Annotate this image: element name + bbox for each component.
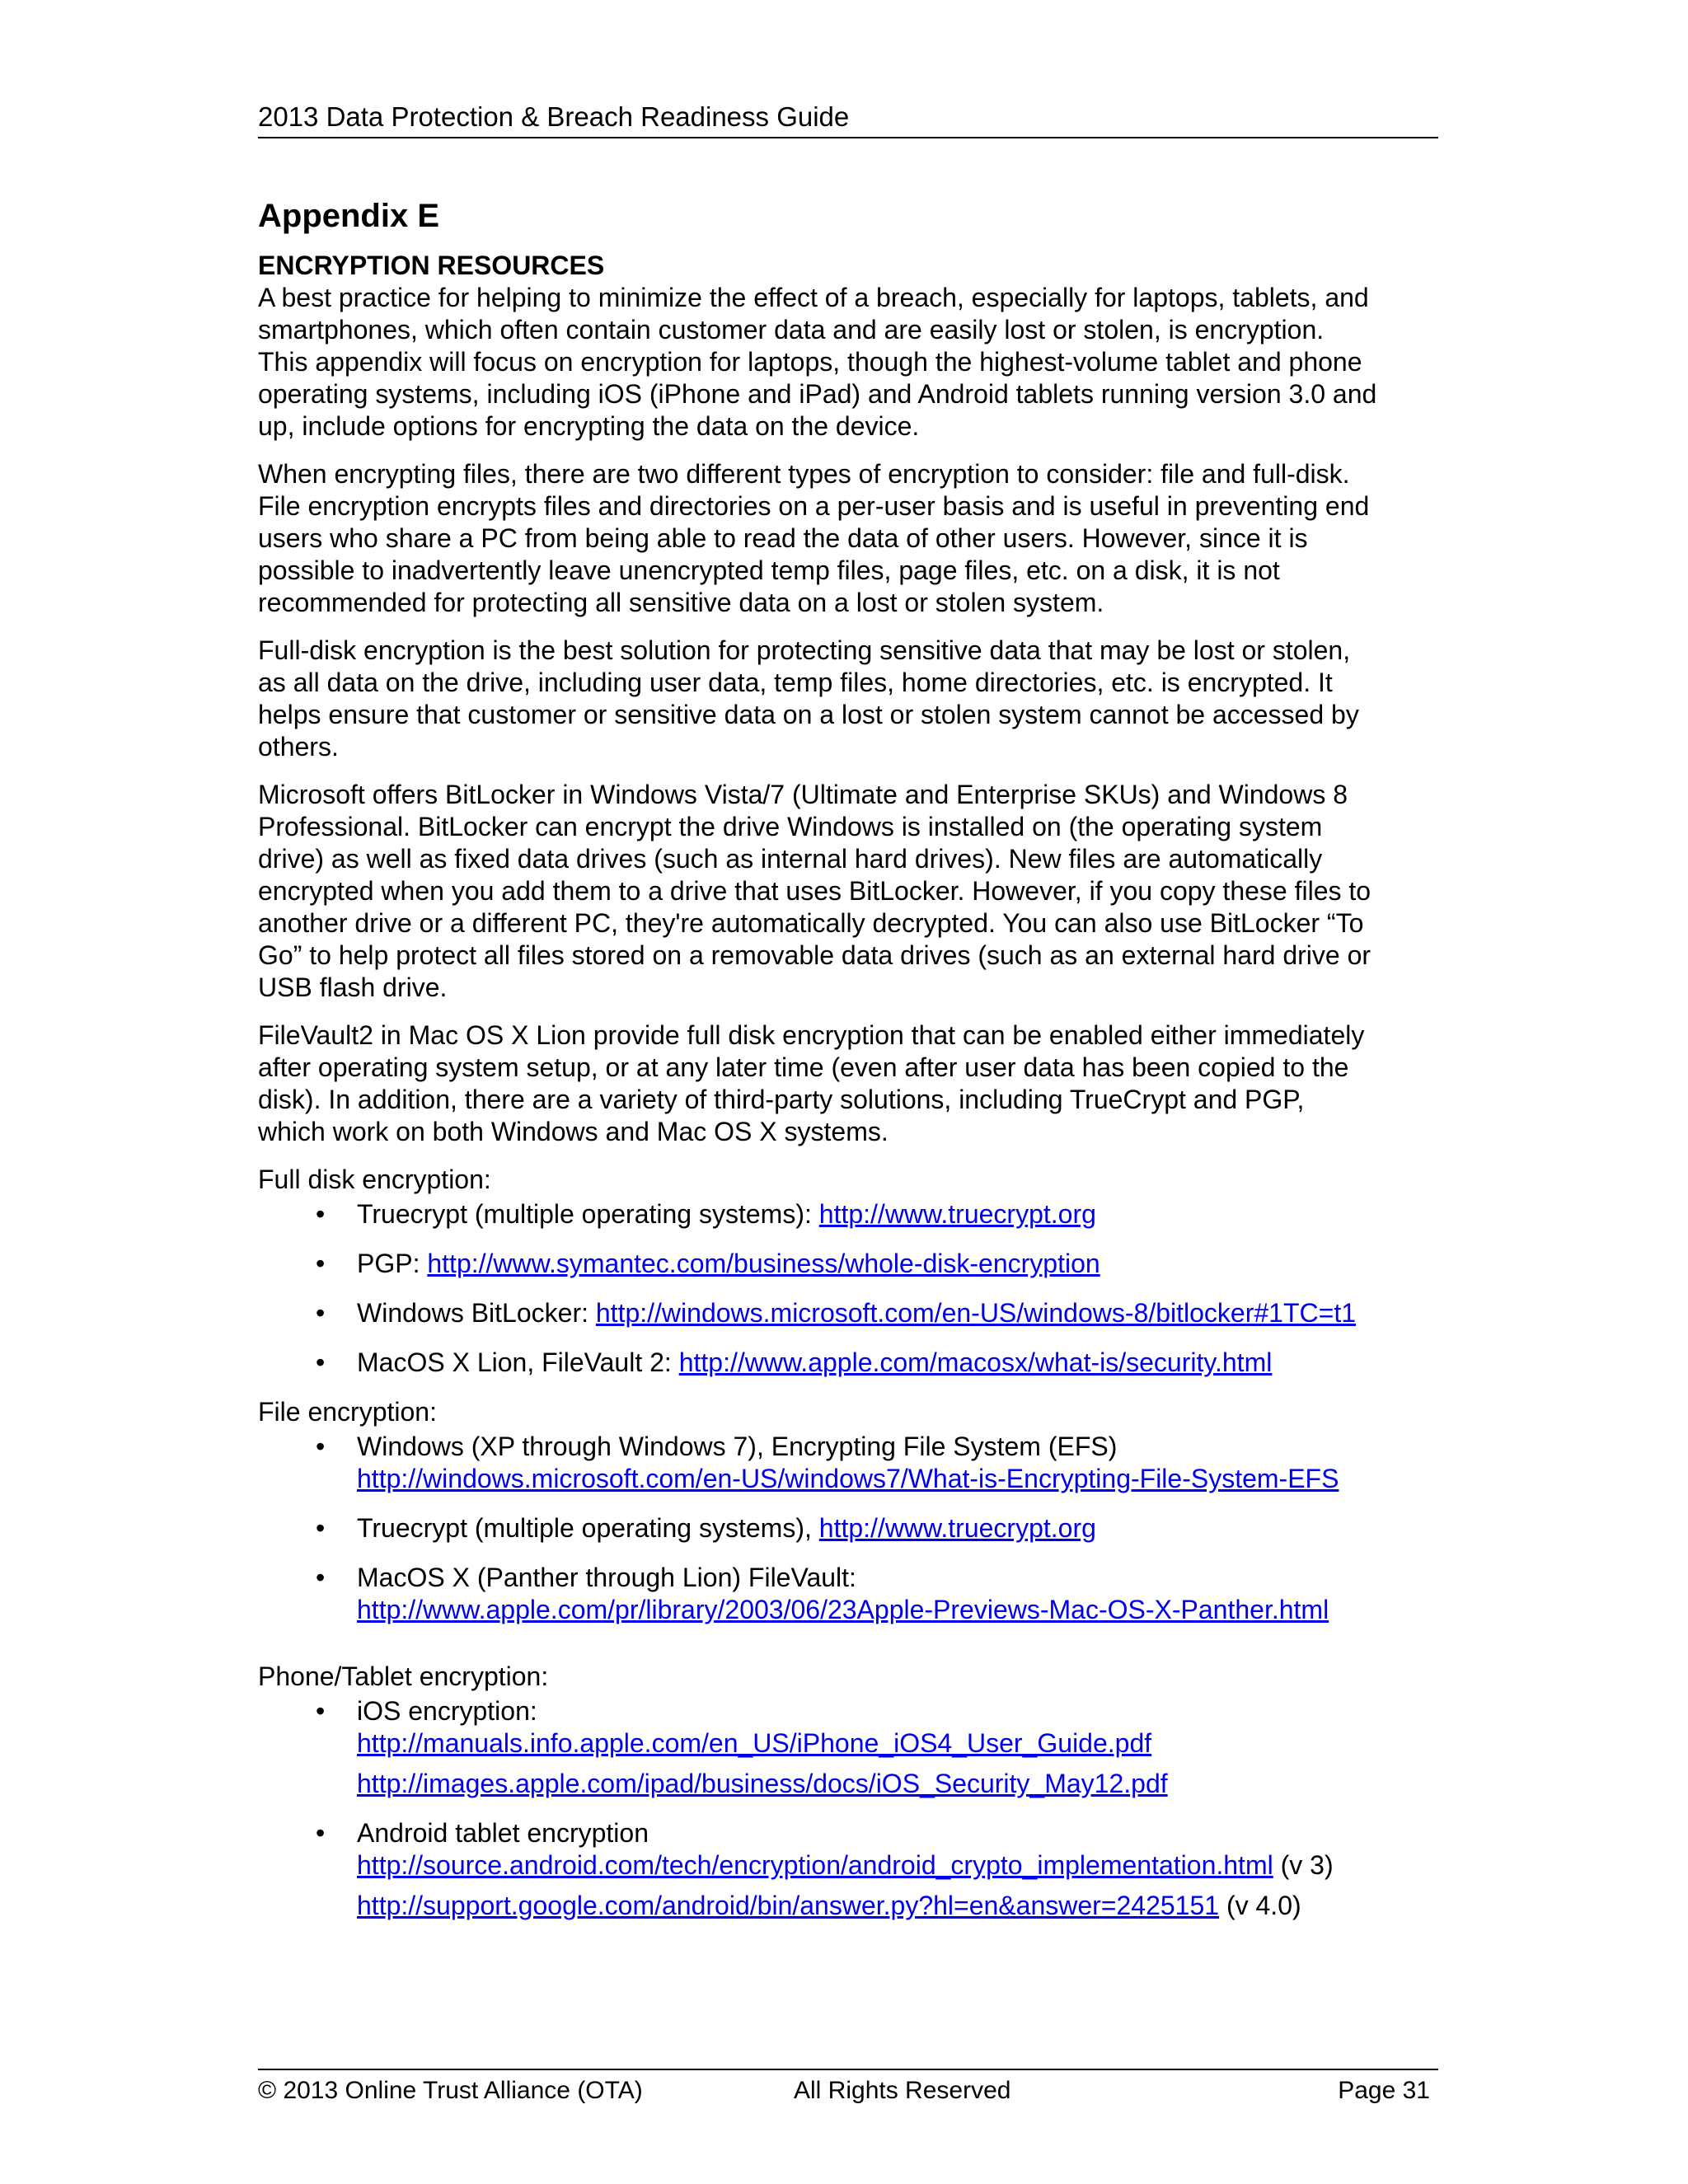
link-panther-filevault[interactable]: http://www.apple.com/pr/library/2003/06/23Apple-Previews-Mac-OS-X-Panther.html <box>357 1595 1329 1624</box>
footer-copyright: © 2013 Online Trust Alliance (OTA) <box>258 2077 643 2104</box>
file-encryption-label: File encryption: <box>258 1397 437 1427</box>
paragraph-intro: A best practice for helping to minimize the effect of a breach, especially for laptops, tablets, and smartphones, which often contain customer data and are easily lost or stolen, is encryption. This appendix will focus on encryption for laptops, though the highest-volume tablet and phone operating systems, including iOS (iPhone and iPad) and Android tablets running version 3.0 and up, include options for encrypting the data on the device. <box>258 283 1377 441</box>
list-item <box>258 1817 1438 1922</box>
bullet-icon: • <box>316 1249 326 1278</box>
bullet-icon: • <box>316 1696 326 1726</box>
paragraph-filevault: FileVault2 in Mac OS X Lion provide full disk encryption that can be enabled either immediately after operating system setup, or at any later time (even after user data has been copied to the disk). In addition, there are a variety of third-party solutions, including TrueCrypt and PGP, which work on both Windows and Mac OS X systems. <box>258 1020 1365 1146</box>
list-item-text: Truecrypt (multiple operating systems), <box>357 1513 819 1543</box>
paragraph-bitlocker: Microsoft offers BitLocker in Windows Vista/7 (Ultimate and Enterprise SKUs) and Windows 8 Professional. BitLocker can encrypt the drive Windows is installed on (the operating system drive) as well as fixed data drives (such as internal hard drives). New files are automatically encrypted when you add them to a drive that uses BitLocker. However, if you copy these files to another drive or a different PC, they're automatically decrypted. You can also use BitLocker “To Go” to help protect all files stored on a removable data drives (such as an external hard drive or USB flash drive. <box>258 780 1372 1002</box>
full-disk-list <box>258 1198 1438 1379</box>
file-encryption-list <box>258 1431 1438 1626</box>
running-footer <box>258 2069 1438 2104</box>
bullet-icon: • <box>316 1563 326 1592</box>
link-ios-security[interactable]: http://images.apple.com/ipad/business/docs/iOS_Security_May12.pdf <box>357 1769 1168 1798</box>
version-note: (v 4.0) <box>1219 1891 1301 1920</box>
running-header: 2013 Data Protection & Breach Readiness Guide <box>258 97 1438 138</box>
link-filevault2[interactable]: http://www.apple.com/macosx/what-is/security.html <box>678 1347 1273 1377</box>
list-item <box>258 1198 1438 1230</box>
paragraph-full-disk: Full-disk encryption is the best solution for protecting sensitive data that may be lost or stolen, as all data on the drive, including user data, temp files, home directories, etc. is encrypted. It helps ensure that customer or sensitive data on a lost or stolen system cannot be accessed by others. <box>258 635 1359 762</box>
list-item-text: Truecrypt (multiple operating systems): <box>357 1199 819 1229</box>
bullet-icon: • <box>316 1432 326 1461</box>
list-item <box>258 1562 1438 1626</box>
list-item <box>258 1248 1438 1280</box>
list-item-text: iOS encryption: <box>357 1696 537 1726</box>
list-item <box>258 1695 1438 1800</box>
link-truecrypt-file[interactable]: http://www.truecrypt.org <box>818 1513 1096 1543</box>
link-ios-user-guide[interactable]: http://manuals.info.apple.com/en_US/iPhone_iOS4_User_Guide.pdf <box>357 1728 1152 1758</box>
appendix-title: Appendix E <box>258 198 440 234</box>
link-bitlocker[interactable]: http://windows.microsoft.com/en-US/windows-8/bitlocker#1TC=t1 <box>595 1298 1356 1328</box>
version-note: (v 3) <box>1273 1850 1334 1880</box>
phone-tablet-list <box>258 1695 1438 1922</box>
link-efs[interactable]: http://windows.microsoft.com/en-US/windows7/What-is-Encrypting-File-System-EFS <box>357 1464 1339 1493</box>
list-item <box>258 1431 1438 1495</box>
full-disk-label: Full disk encryption: <box>258 1165 491 1194</box>
bullet-icon: • <box>316 1513 326 1543</box>
list-item-text: MacOS X Lion, FileVault 2: <box>357 1347 679 1377</box>
document-page <box>258 0 1438 2184</box>
bullet-icon: • <box>316 1818 326 1848</box>
list-item-text: PGP: <box>357 1249 428 1278</box>
link-android-crypto[interactable]: http://source.android.com/tech/encryption/android_crypto_implementation.html <box>357 1850 1273 1880</box>
list-item-text: Windows BitLocker: <box>357 1298 596 1328</box>
appendix-subtitle: ENCRYPTION RESOURCES <box>258 251 605 280</box>
list-item-text: Windows (XP through Windows 7), Encrypting File System (EFS) <box>357 1432 1118 1461</box>
footer-page-number: Page 31 <box>1338 2077 1430 2104</box>
paragraph-file-vs-full-disk: When encrypting files, there are two different types of encryption to consider: file and full-disk. File encryption encrypts files and directories on a per-user basis and is useful in preventing end users who share a PC from being able to read the data of other users. However, since it is possible to inadvertently leave unencrypted temp files, page files, etc. on a disk, it is not recommended for protecting all sensitive data on a lost or stolen system. <box>258 459 1370 617</box>
link-truecrypt[interactable]: http://www.truecrypt.org <box>818 1199 1096 1229</box>
list-item <box>258 1512 1438 1544</box>
bullet-icon: • <box>316 1347 326 1377</box>
link-pgp[interactable]: http://www.symantec.com/business/whole-disk-encryption <box>427 1249 1100 1278</box>
phone-tablet-label: Phone/Tablet encryption: <box>258 1661 549 1691</box>
page-content <box>258 194 1438 1939</box>
footer-rights: All Rights Reserved <box>794 2077 1011 2104</box>
list-item <box>258 1297 1438 1329</box>
bullet-icon: • <box>316 1199 326 1229</box>
list-item <box>258 1347 1438 1379</box>
list-item-text: Android tablet encryption <box>357 1818 649 1848</box>
list-item-text: MacOS X (Panther through Lion) FileVault: <box>357 1563 856 1592</box>
link-android-support[interactable]: http://support.google.com/android/bin/answer.py?hl=en&answer=2425151 <box>357 1891 1220 1920</box>
bullet-icon: • <box>316 1298 326 1328</box>
